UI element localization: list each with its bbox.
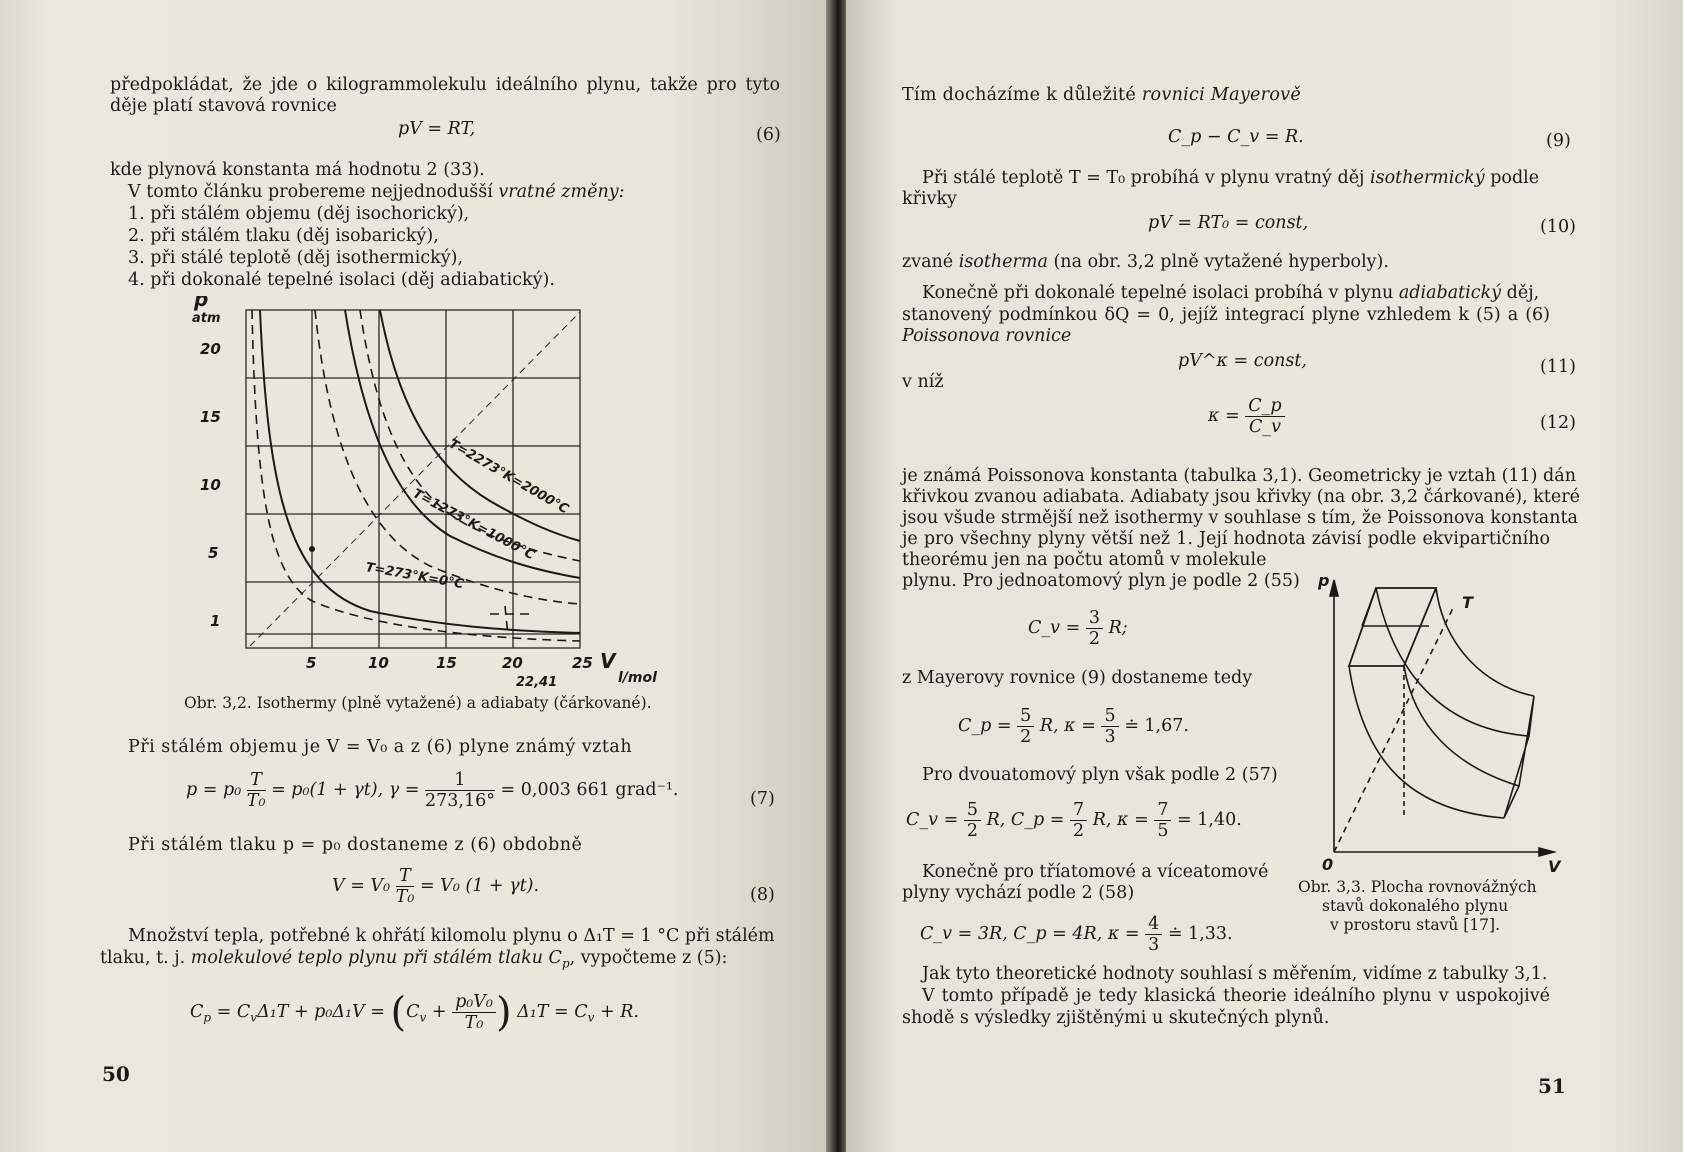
eq7-frac2-den: 273,16° xyxy=(424,791,495,811)
figure-3-3-caption-1: Obr. 3,3. Plocha rovnovážných xyxy=(1298,878,1537,896)
adiabatic-line-3: Poissonova rovnice xyxy=(902,326,1072,346)
equation-7 xyxy=(186,770,678,811)
eq7-frac-den: T₀ xyxy=(246,791,266,811)
adiab-line-em: adiabatický xyxy=(1398,283,1502,303)
theorem-line-2: plynu. Pro jednoatomový plyn je podle 2 (55) xyxy=(902,571,1300,591)
eqcp-rhs-sub: v xyxy=(587,1010,595,1025)
changes-intro xyxy=(128,182,625,203)
eqcp1-rhs: ≐ 1,67. xyxy=(1124,716,1189,736)
closing-line: shodě s výsledky zjištěnými u skutečných plynů. xyxy=(902,1008,1330,1028)
changes-intro-emphasis: vratné změny: xyxy=(498,182,625,202)
heat-line-1: Množství tepla, potřebné k ohřátí kilomolu plynu o Δ₁T = 1 °C při stálém xyxy=(128,926,775,946)
eqdi-den2: 2 xyxy=(1073,821,1085,841)
eq7-lhs: p = p₀ xyxy=(186,780,242,800)
isotherma-em: isotherma xyxy=(958,252,1048,272)
fig33-axis-p: p xyxy=(1318,571,1330,590)
x-tick: 5 xyxy=(306,654,317,672)
equation-12-number: (12) xyxy=(1540,413,1576,433)
y-tick: 15 xyxy=(200,408,221,426)
isotherm-label: T=273°K=0°C xyxy=(364,560,465,593)
equation-10: pV = RT₀ = const, xyxy=(1148,213,1309,233)
poisson-line: je pro všechny plyny větší než 1. Její hodnota závisí podle ekvipartičního xyxy=(902,529,1550,549)
adiabatic-line-1 xyxy=(922,283,1539,304)
eqdi-mid1: R, C_p = xyxy=(986,810,1065,830)
equation-11-number: (11) xyxy=(1540,357,1576,377)
list-item: 1. při stálém objemu (děj isochorický), xyxy=(128,204,470,224)
closing-line: V tomto případě je tedy klasická theorie ideálního plynu v uspokojivé xyxy=(922,986,1550,1006)
x-tick: 15 xyxy=(436,654,457,672)
eqcp1-fraction xyxy=(1017,706,1034,747)
page-number-left: 50 xyxy=(102,1062,130,1086)
equation-diatomic xyxy=(906,800,1242,841)
eq8-frac-num: T xyxy=(396,866,415,887)
heat-line-2-sub: p xyxy=(561,956,570,971)
diatomic-line: Pro dvouatomový plyn však podle 2 (57) xyxy=(922,765,1278,785)
equation-cp-mono xyxy=(958,706,1189,747)
closing-line: Jak tyto theoretické hodnoty souhlasí s měřením, vidíme z tabulky 3,1. xyxy=(922,964,1548,984)
y-axis-unit: atm xyxy=(192,311,221,326)
eqcp-lhs: C xyxy=(190,1002,204,1022)
x-axis-label: V xyxy=(600,649,616,673)
poisson-line: je známá Poissonova konstanta (tabulka 3,1). Geometricky je vztah (11) dán xyxy=(902,466,1576,486)
eqcp-plus: + xyxy=(426,1002,453,1022)
adiabat-curves xyxy=(252,310,580,641)
isotherm-label: T=1273°K=1000°C xyxy=(410,486,537,564)
fig33-axis-v: V xyxy=(1548,857,1561,876)
eq8-lhs: V = V₀ xyxy=(332,876,391,896)
mayer-intro xyxy=(902,85,1301,106)
heat-line-2-c: , vypočteme z (5): xyxy=(569,948,728,968)
mayer-intro-em: rovnici Mayerově xyxy=(1141,85,1302,105)
eqcp-paren-left: ( xyxy=(390,989,407,1036)
eqcv1-num: 3 xyxy=(1086,608,1103,629)
eq7-mid: = p₀(1 + γt), γ = xyxy=(271,780,420,800)
eqdi-rhs: = 1,40. xyxy=(1177,810,1242,830)
eqcp-cv-sub: v xyxy=(419,1010,427,1025)
eqcv1-lhs: C_v = xyxy=(1028,618,1081,638)
x-axis-unit: l/mol xyxy=(618,670,657,686)
eqdi-mid2: R, κ = xyxy=(1092,810,1149,830)
isotherm-label: T=2273°K=2000°C xyxy=(446,436,571,518)
eq8-frac-den: T₀ xyxy=(395,887,415,907)
figure-3-3 xyxy=(1304,566,1564,876)
x-tick: 20 xyxy=(502,654,523,672)
eqdi-num1: 5 xyxy=(964,800,981,821)
iso-line-text: Při stálé teplotě T = T₀ probíhá v plynu vratný děj xyxy=(922,168,1371,188)
x-tick: 25 xyxy=(572,654,593,672)
intro-line-2: děje platí stavová rovnice xyxy=(110,96,337,116)
heat-line-2-a: tlaku, t. j. xyxy=(100,948,191,968)
eqtri-lhs: C_v = 3R, C_p = 4R, κ = xyxy=(920,924,1140,944)
eqcp-frac-den: T₀ xyxy=(464,1013,484,1033)
figure-3-3-caption-3: v prostoru stavů [17]. xyxy=(1330,916,1501,934)
eq7-fraction-2 xyxy=(425,770,495,811)
list-item: 3. při stálé teplotě (děj isothermický), xyxy=(128,248,464,268)
figure-3-3-labels xyxy=(1317,571,1562,876)
adiab-line-text: Konečně při dokonalé tepelné isolaci probíhá v plynu xyxy=(922,283,1399,303)
eqcp1-mid: R, κ = xyxy=(1039,716,1096,736)
eqcp-fraction xyxy=(452,992,496,1033)
figure-3-3-lines xyxy=(1330,580,1554,856)
eqdi-fraction-2 xyxy=(1070,800,1087,841)
eqcv1-den: 2 xyxy=(1088,629,1100,649)
equation-11: pV^κ = const, xyxy=(1178,351,1307,371)
eq12-den: C_v xyxy=(1248,417,1281,437)
equation-10-number: (10) xyxy=(1540,217,1576,237)
x-special-tick: 22,41 xyxy=(516,675,558,690)
equation-9: C_p − C_v = R. xyxy=(1168,127,1304,147)
x-tick: 10 xyxy=(368,654,389,672)
intersection-point xyxy=(309,546,315,552)
eq7-frac-num: T xyxy=(247,770,266,791)
equation-8 xyxy=(332,866,539,907)
eq7-frac2-num: 1 xyxy=(425,770,495,791)
isochoric-line: Při stálém objemu je V = V₀ a z (6) plyne známý vztah xyxy=(128,737,633,757)
iso-line-end: podle xyxy=(1484,168,1540,188)
eqtri-rhs: ≐ 1,33. xyxy=(1167,924,1233,944)
equation-6: pV = RT, xyxy=(398,119,476,139)
eq7-fraction xyxy=(247,770,266,811)
mayer-intro-text: Tím docházíme k důležité xyxy=(902,85,1142,105)
eqcp-rhs: Δ₁T = C xyxy=(517,1002,588,1022)
eqcp1-num: 5 xyxy=(1017,706,1034,727)
gas-constant-line: kde plynová konstanta má hodnotu 2 (33). xyxy=(110,160,485,180)
y-axis-label: p xyxy=(194,296,209,311)
eqcp1-lhs: C_p = xyxy=(958,716,1012,736)
equation-9-number: (9) xyxy=(1546,131,1571,151)
equation-cv-mono xyxy=(1028,608,1128,649)
page-number-right: 51 xyxy=(1538,1074,1566,1098)
equation-12 xyxy=(1208,396,1285,437)
eqdi-lhs: C_v = xyxy=(906,810,959,830)
y-tick: 5 xyxy=(208,544,219,562)
eqcp1-num2: 5 xyxy=(1101,706,1118,727)
eqcp-rhs2: + R. xyxy=(594,1002,639,1022)
eqtri-num: 4 xyxy=(1145,914,1162,935)
eqdi-num3: 7 xyxy=(1154,800,1171,821)
eq12-fraction xyxy=(1245,396,1284,437)
eqtri-fraction xyxy=(1145,914,1162,955)
figure-3-3-caption-2: stavů dokonalého plynu xyxy=(1322,897,1509,915)
v-niz: v níž xyxy=(902,372,944,392)
eqdi-fraction-1 xyxy=(964,800,981,841)
isotherma-b: (na obr. 3,2 plně vytažené hyperboly). xyxy=(1047,252,1389,272)
eqdi-den3: 5 xyxy=(1157,821,1169,841)
fig33-origin: 0 xyxy=(1322,855,1334,874)
triatomic-line-1: Konečně pro tříatomové a víceatomové xyxy=(922,862,1269,882)
theorem-line-1: theorému jen na počtu atomů v molekule xyxy=(902,550,1267,570)
eqcp-mid-sub: v xyxy=(250,1010,258,1025)
eqcp1-den2: 3 xyxy=(1104,727,1116,747)
poisson-line: jsou všude strmější než isothermy v souhlase s tím, že Poissonova konstanta xyxy=(902,508,1578,528)
changes-intro-text: V tomto článku probereme nejjednodušší xyxy=(128,182,499,202)
intro-line-1: předpokládat, že jde o kilogrammolekulu ideálního plynu, takže pro tyto xyxy=(110,75,780,95)
eqcv1-fraction xyxy=(1086,608,1103,649)
triatomic-line-2: plyny vychází podle 2 (58) xyxy=(902,883,1135,903)
eq12-num: C_p xyxy=(1245,396,1284,417)
equation-6-number: (6) xyxy=(756,125,781,145)
figure-3-2 xyxy=(190,296,710,696)
eq8-rhs: = V₀ (1 + γt). xyxy=(419,876,540,896)
list-item: 4. při dokonalé tepelné isolaci (děj adiabatický). xyxy=(128,270,555,290)
isothermic-line-1 xyxy=(922,168,1539,189)
y-tick: 20 xyxy=(200,340,221,358)
eqcp-frac-num: p₀V₀ xyxy=(452,992,496,1013)
eqcp1-den: 2 xyxy=(1020,727,1032,747)
diagonal-dashed-line xyxy=(250,312,580,646)
heat-line-2 xyxy=(100,948,727,975)
equation-cp xyxy=(190,989,639,1036)
isotherma-a: zvané xyxy=(902,252,959,272)
equation-triatomic xyxy=(920,914,1233,955)
poisson-line: křivkou zvanou adiabata. Adiabaty jsou křivky (na obr. 3,2 čárkované), které xyxy=(902,487,1580,507)
eqcp-paren-right: ) xyxy=(495,989,512,1036)
equation-7-number: (7) xyxy=(750,789,775,809)
adiabatic-line-2: stanovený podmínkou δQ = 0, jejíž integrací plyne vzhledem k (5) a (6) xyxy=(902,305,1550,325)
left-page xyxy=(0,0,832,1152)
eqdi-num2: 7 xyxy=(1070,800,1087,821)
y-tick: 1 xyxy=(210,612,221,630)
eqdi-den1: 2 xyxy=(966,821,978,841)
eqcp-cv: C xyxy=(406,1002,420,1022)
list-item: 2. při stálém tlaku (děj isobarický), xyxy=(128,226,439,246)
adiab-line-end: děj, xyxy=(1501,283,1540,303)
eq8-fraction xyxy=(396,866,415,907)
equation-8-number: (8) xyxy=(750,885,775,905)
figure-3-2-caption: Obr. 3,2. Isothermy (plně vytažené) a adiabaty (čárkované). xyxy=(184,694,652,712)
eqdi-fraction-3 xyxy=(1154,800,1171,841)
mayer-from-line: z Mayerovy rovnice (9) dostaneme tedy xyxy=(902,668,1253,688)
eqcp-mid2: Δ₁T + p₀Δ₁V = xyxy=(257,1002,385,1022)
eq7-rhs: = 0,003 661 grad⁻¹. xyxy=(500,780,679,800)
eqcp1-fraction-2 xyxy=(1101,706,1118,747)
heat-line-2-em: molekulové teplo plynu při stálém tlaku C xyxy=(190,948,562,968)
right-page xyxy=(846,0,1683,1152)
eqcv1-rhs: R; xyxy=(1108,618,1128,638)
eqtri-den: 3 xyxy=(1148,935,1160,955)
eq12-lhs: κ = xyxy=(1208,406,1240,426)
y-tick: 10 xyxy=(200,476,221,494)
eqcp-mid: = C xyxy=(216,1002,251,1022)
iso-line-em: isothermický xyxy=(1370,168,1485,188)
isothermic-line-2: křivky xyxy=(902,189,957,209)
isobaric-line: Při stálém tlaku p = p₀ dostaneme z (6) obdobně xyxy=(128,835,583,855)
eqcp-lhs-sub: p xyxy=(203,1010,212,1025)
fig33-axis-t: T xyxy=(1462,593,1473,612)
isotherma-line xyxy=(902,252,1389,273)
